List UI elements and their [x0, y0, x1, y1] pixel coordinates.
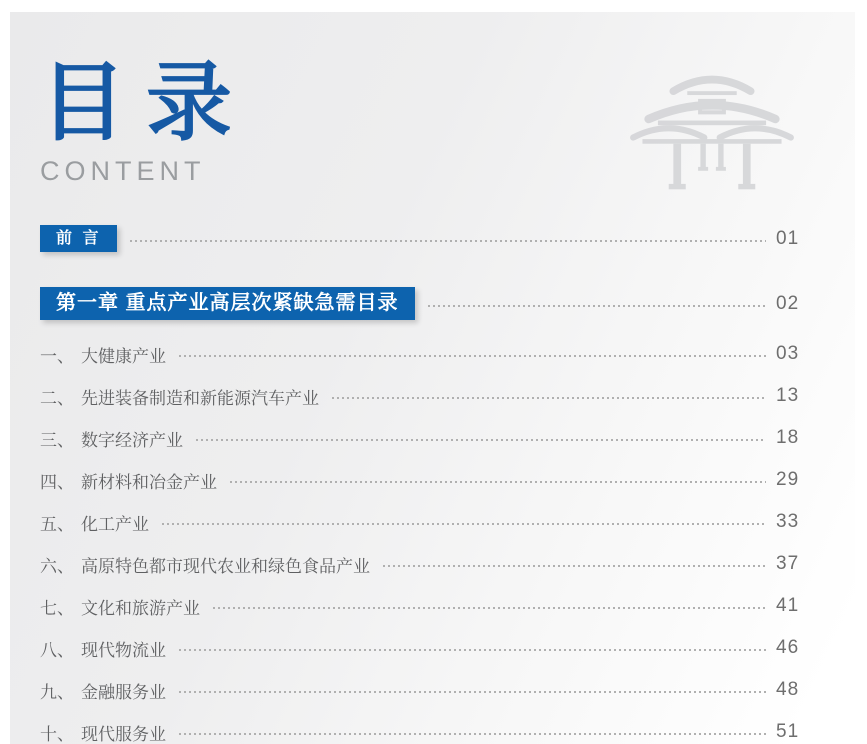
item-number: 一、 — [40, 346, 74, 366]
item-number: 四、 — [40, 472, 74, 492]
leader-dots — [428, 305, 766, 307]
leader-dots — [196, 439, 766, 441]
toc-item-row[interactable] — [40, 333, 822, 375]
item-number: 六、 — [40, 556, 74, 576]
item-title: 数字经济产业 — [81, 430, 183, 450]
page-number: 41 — [776, 595, 800, 617]
item-title: 先进装备制造和新能源汽车产业 — [81, 388, 319, 408]
item-title: 新材料和冶金产业 — [81, 472, 217, 492]
item-number: 九、 — [40, 682, 74, 702]
leader-dots — [179, 691, 766, 693]
leader-dots — [179, 355, 766, 357]
item-number: 八、 — [40, 640, 74, 660]
page-number: 48 — [776, 679, 800, 701]
item-title: 高原特色都市现代农业和绿色食品产业 — [81, 556, 370, 576]
leader-dots — [332, 397, 766, 399]
toc-item-row[interactable] — [40, 501, 822, 543]
item-title: 大健康产业 — [81, 346, 166, 366]
page-number: 29 — [776, 469, 800, 491]
page-number: 33 — [776, 511, 800, 533]
leader-dots — [179, 733, 766, 735]
toc-item-row[interactable] — [40, 669, 822, 711]
item-title: 现代物流业 — [81, 640, 166, 660]
item-number: 十、 — [40, 724, 74, 744]
leader-dots — [383, 565, 766, 567]
document-page — [10, 12, 855, 744]
item-title: 金融服务业 — [81, 682, 166, 702]
item-title: 文化和旅游产业 — [81, 598, 200, 618]
toc-section-row-chapter1[interactable] — [40, 287, 822, 320]
page-subtitle: CONTENT — [40, 155, 206, 186]
toc-item-row[interactable] — [40, 417, 822, 459]
toc-item-row[interactable] — [40, 585, 822, 627]
page-number: 37 — [776, 553, 800, 575]
toc-item-row[interactable] — [40, 459, 822, 501]
page-number: 01 — [776, 227, 800, 249]
paifang-gate-icon — [627, 60, 797, 195]
section-badge: 第一章 重点产业高层次紧缺急需目录 — [40, 287, 415, 320]
item-number: 三、 — [40, 430, 74, 450]
leader-dots — [162, 523, 766, 525]
page-title: 目录 — [40, 55, 252, 151]
leader-dots — [213, 607, 766, 609]
leader-dots — [130, 240, 766, 242]
page-number: 46 — [776, 637, 800, 659]
page-number: 13 — [776, 385, 800, 407]
page-number: 02 — [776, 292, 800, 314]
toc-item-row[interactable] — [40, 711, 822, 744]
item-title: 现代服务业 — [81, 724, 166, 744]
item-number: 二、 — [40, 388, 74, 408]
leader-dots — [179, 649, 766, 651]
section-badge: 前 言 — [40, 225, 117, 253]
toc-list — [10, 225, 855, 744]
item-number: 七、 — [40, 598, 74, 618]
toc-item-row[interactable] — [40, 543, 822, 585]
toc-items — [40, 333, 822, 744]
page-number: 03 — [776, 343, 800, 365]
toc-item-row[interactable] — [40, 375, 822, 417]
toc-section-row-foreword[interactable] — [40, 225, 822, 253]
page-number: 51 — [776, 721, 800, 743]
page-number: 18 — [776, 427, 800, 449]
toc-item-row[interactable] — [40, 627, 822, 669]
item-number: 五、 — [40, 514, 74, 534]
leader-dots — [230, 481, 766, 483]
item-title: 化工产业 — [81, 514, 149, 534]
